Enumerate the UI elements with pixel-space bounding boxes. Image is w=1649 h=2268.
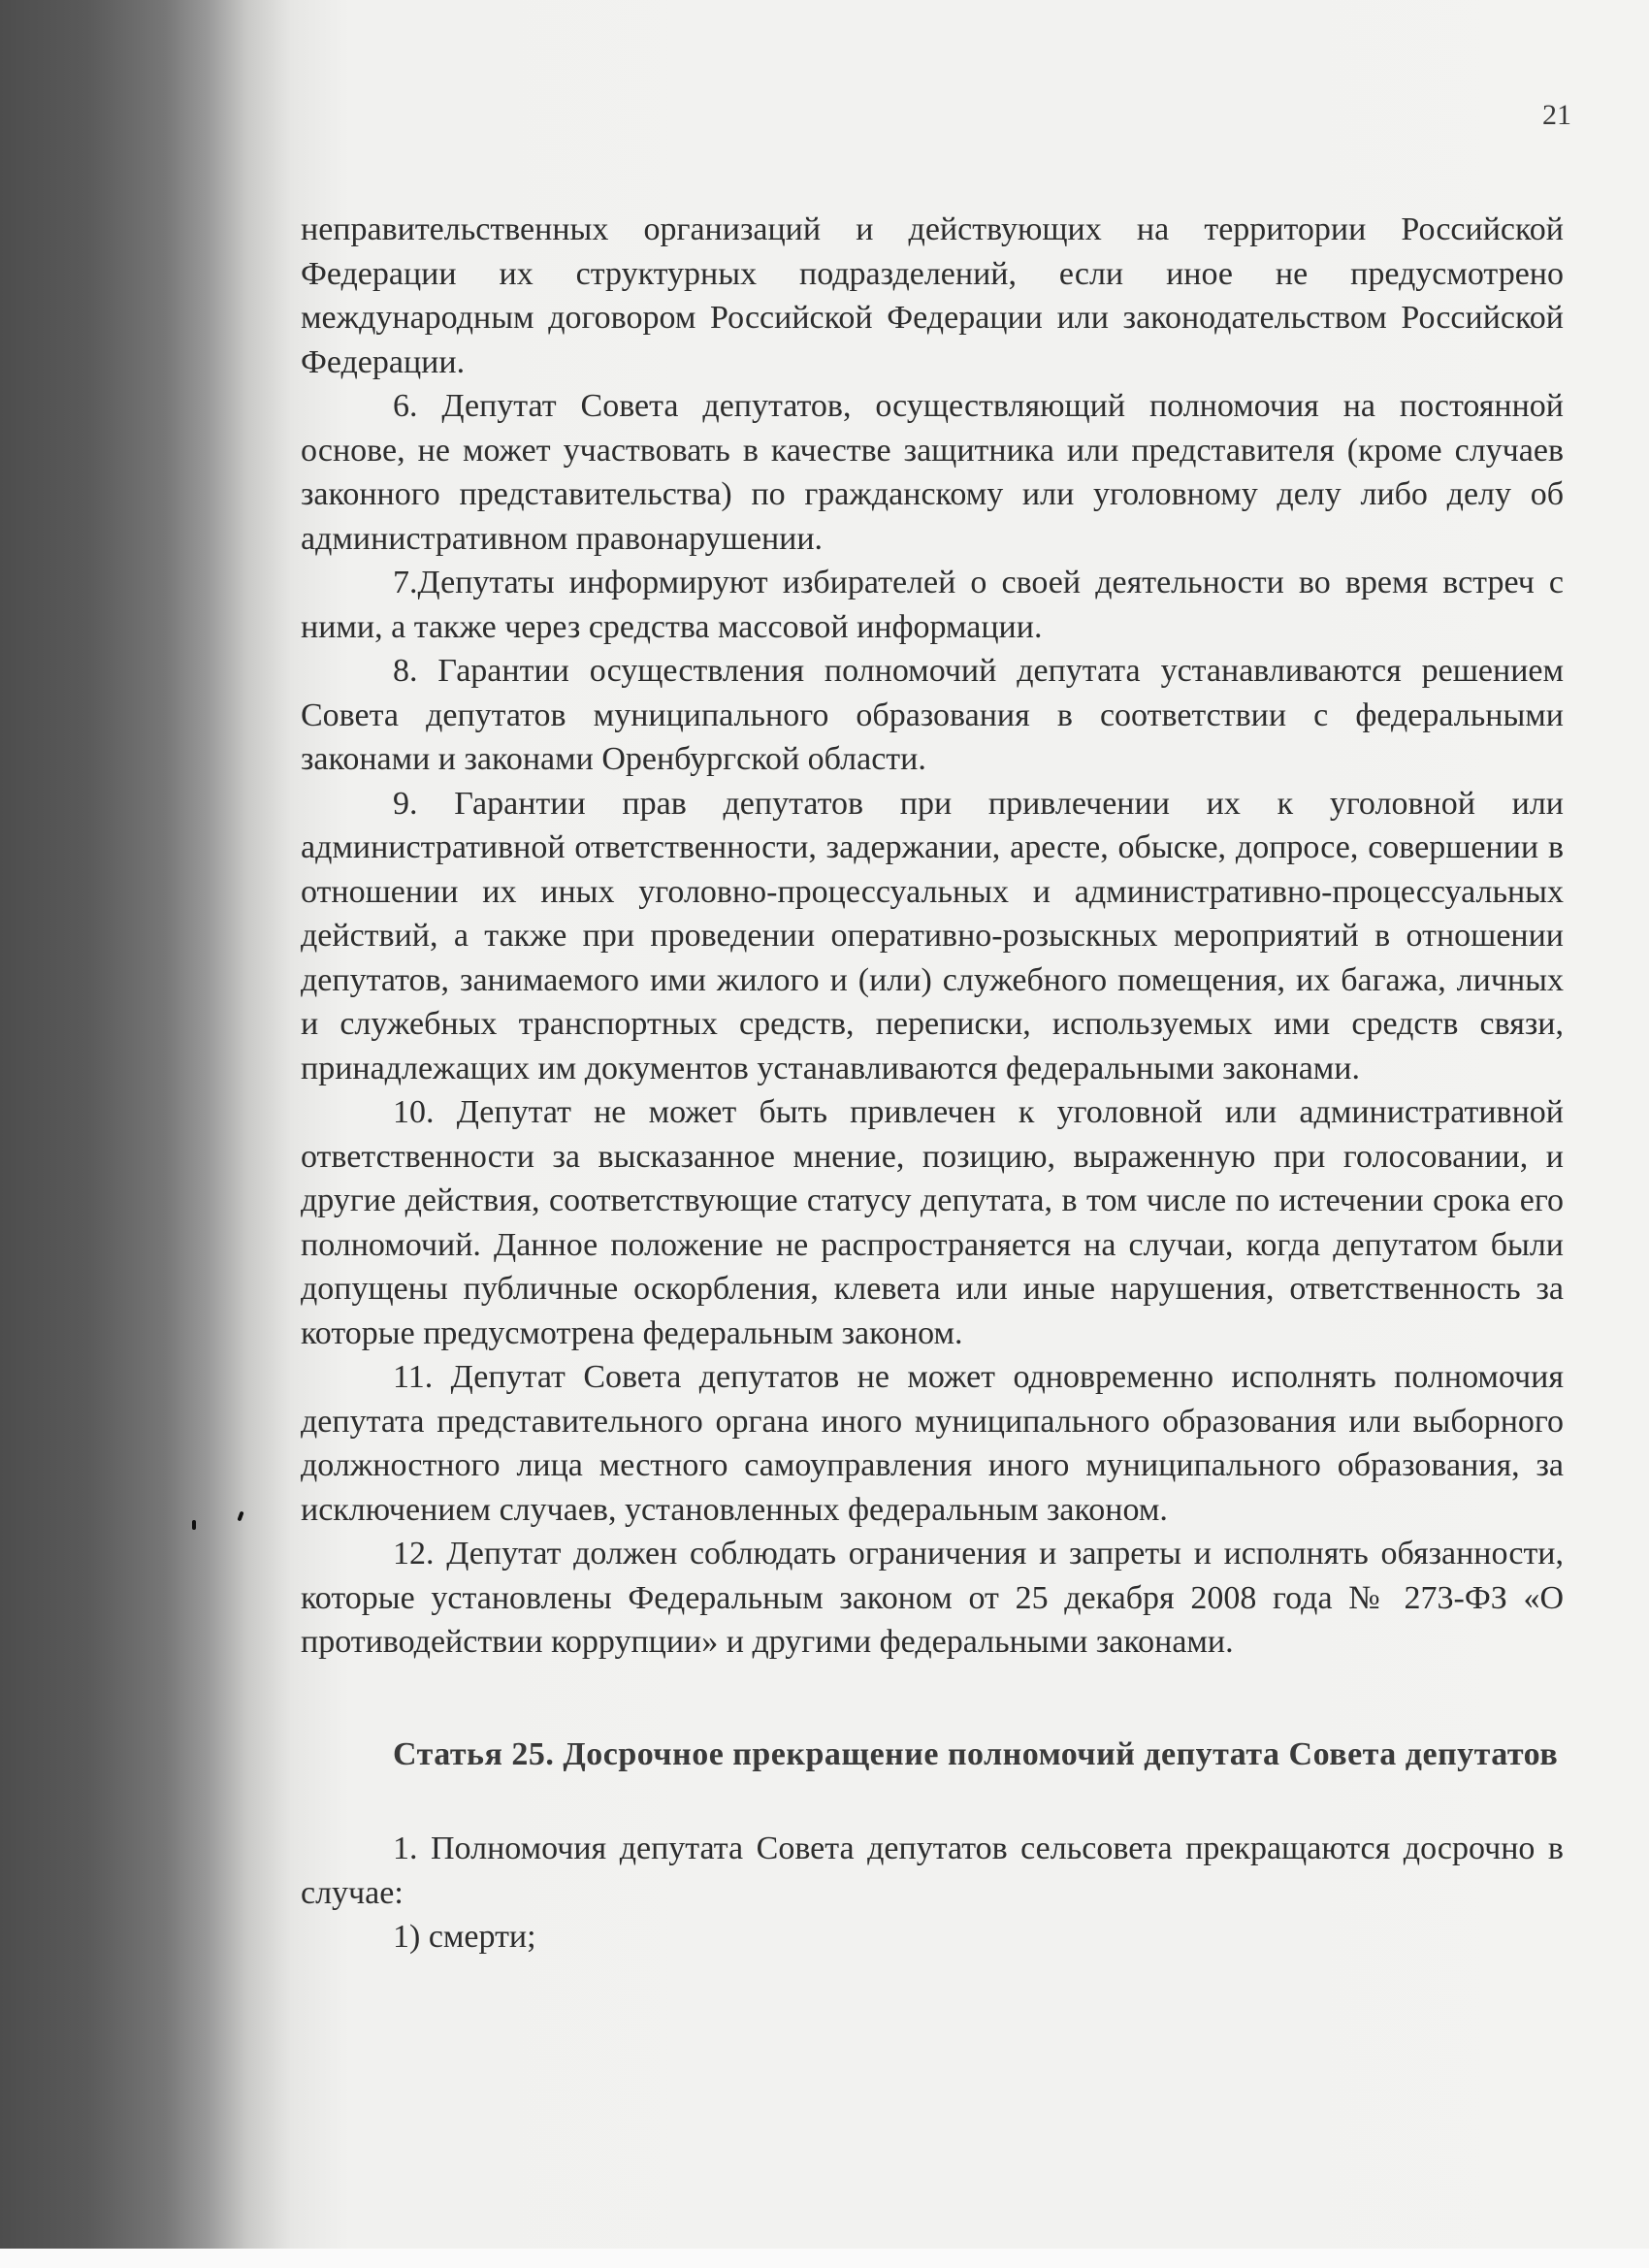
paragraph-9: 9. Гарантии прав депутатов при привлечении их к уголовной или административной ответственности, задержании, аресте, обыске, допросе, совершении в отношении их иных уголовно-процессуальных и административно-процессуальных действий, а также при проведении оперативно-розыскных мероприятий в отношении депутатов, занимаемого ими жилого и (или) служебного помещения, их багажа, личных и служебных транспортных средств, переписки, используемых ими средств связи, принадлежащих им документов устанавливаются федеральными законами.: [301, 785, 1564, 1086]
article-heading: Статья 25. Досрочное прекращение полномочий депутата Совета депутатов: [393, 1735, 1559, 1772]
paragraph-10: 10. Депутат не может быть привлечен к уголовной или административной ответственности за высказанное мнение, позицию, выраженную при голосовании, и другие действия, соответствующие статусу депутата, в том числе по истечении срока его полномочий. Данное положение не распространяется на случаи, когда депутатом были допущены публичные оскорбления, клевета или иные нарушения, ответственность за которые предусмотрена федеральным законом.: [301, 1094, 1564, 1351]
article-paragraph-1: 1. Полномочия депутата Совета депутатов сельсовета прекращаются досрочно в случае:: [301, 1831, 1564, 1911]
ink-speck: [192, 1520, 196, 1530]
ink-speck: [237, 1511, 243, 1522]
scan-edge: [0, 2249, 1649, 2268]
paragraph-11: 11. Депутат Совета депутатов не может одновременно исполнять полномочия депутата представительного органа иного муниципального образования или выборного должностного лица местного самоуправления иного муниципального образования, за исключением случаев, установленных федеральным законом.: [301, 1359, 1564, 1528]
paragraph-7: 7.Депутаты информируют избирателей о своей деятельности во время встреч с ними, а также через средства массовой информации.: [301, 565, 1564, 645]
document-body: [301, 208, 1564, 1960]
paragraph-6: 6. Депутат Совета депутатов, осуществляющий полномочия на постоянной основе, не может участвовать в качестве защитника или представителя (кроме случаев законного представительства) по гражданскому или уголовному делу либо делу об административном правонарушении.: [301, 388, 1564, 557]
paragraph-8: 8. Гарантии осуществления полномочий депутата устанавливаются решением Совета депутатов муниципального образования в соответствии с федеральными законами и законами Оренбургской области.: [301, 653, 1564, 777]
paragraph-12: 12. Депутат должен соблюдать ограничения и запреты и исполнять обязанности, которые установлены Федеральным законом от 25 декабря 2008 года № 273-ФЗ «О противодействии коррупции» и другими федеральными законами.: [301, 1536, 1564, 1660]
page-number: 21: [1542, 99, 1571, 131]
article-item-1: 1) смерти;: [393, 1919, 536, 1955]
paragraph-continuation: неправительственных организаций и действующих на территории Российской Федерации их структурных подразделений, если иное не предусмотрено международным договором Российской Федерации или законодательством Российской Федерации.: [301, 211, 1564, 380]
